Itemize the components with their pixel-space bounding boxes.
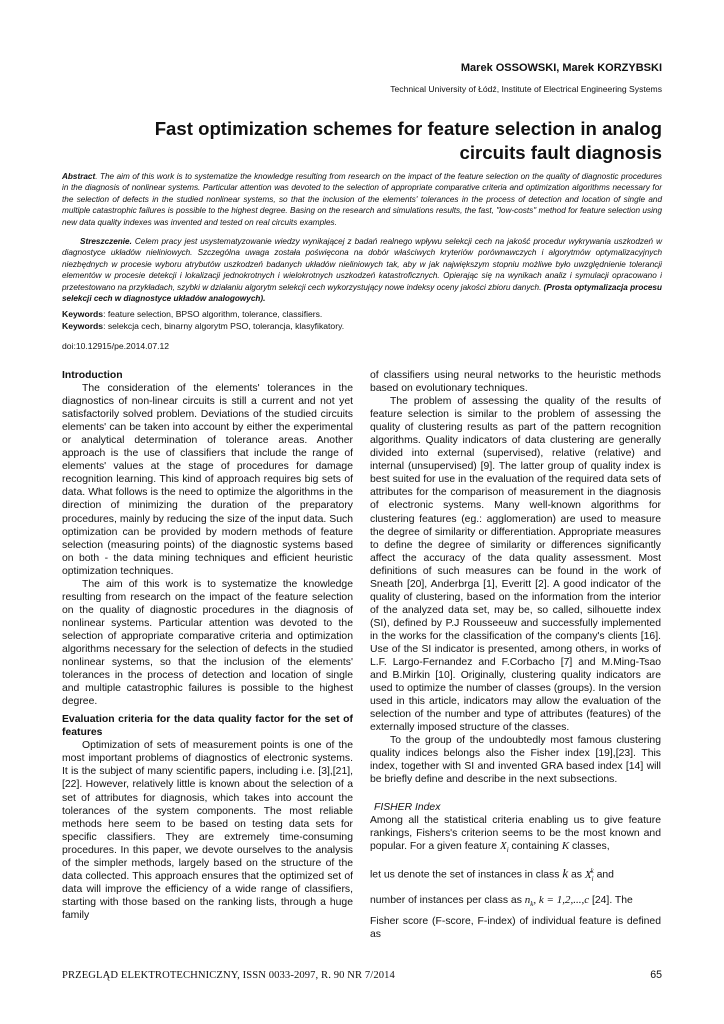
- keywords-pl-label: Keywords: [62, 321, 104, 331]
- abstract-text: . The aim of this work is to systematize the knowledge resulting from research on the impact of the feature selection on the quality of diagnostic procedures in the diagnosis of nonlinear systems. Particular attention was devoted to the selection of appropriate comparative criteria and optimization algorithms necessary for the selection of defects in the studied nonlinear systems, so that the inclusion of the elements' tolerances in the process of detection and location of single and multiple catastrophic failures is possible to the highest degree. Basing on the research and simulations results, the fast, "low-costs" method for feature selection using new data quality indexes was invented and tested on real circuits examples.: [62, 172, 662, 227]
- math-xik-sup: k: [590, 866, 594, 875]
- math-nk-sub: k: [530, 899, 534, 908]
- keywords-pl: [62, 320, 662, 332]
- fisher-index-heading: FISHER Index: [374, 801, 441, 813]
- introduction-heading: Introduction: [62, 370, 123, 381]
- right-column: [370, 369, 661, 941]
- keywords-en: [62, 308, 662, 320]
- math-xi-base: X: [499, 839, 507, 852]
- streszczenie: [62, 236, 662, 304]
- intro-paragraph-1: The consideration of the elements' tolerances in the diagnostics of non-linear circuits is still a current and not yet satisfactorily solved problem. Deviations of the studied circuits elements' can be taken into account by either the experimental or analytical determination of tolerance areas. Another approach is the use of classifiers that include the range of elements' values at the stage of procedures for damage recognition learning. This kind of approach requires big sets of data. What follows is the need to optimize the algorithms in the direction of minimizing the duration of the preparatory procedures, mainly by reducing the size of the input data. Such optimization can be provided by modern methods of feature selection (measuring points) of the diagnostic systems based on both - the data mining techniques and efficient heuristic optimization techniques.: [62, 383, 353, 577]
- doi: doi:10.12915/pe.2014.07.12: [62, 341, 170, 351]
- abstract-label: Abstract: [62, 172, 96, 181]
- title-line-1: Fast optimization schemes for feature selection in analog: [154, 118, 662, 139]
- page-number: 65: [650, 969, 662, 981]
- keywords-en-text: : feature selection, BPSO algorithm, tolerance, classifiers.: [103, 309, 323, 319]
- authors: Marek OSSOWSKI, Marek KORZYBSKI: [460, 62, 662, 74]
- fisher-text-7: number of instances per class as: [370, 894, 522, 906]
- left-column: [62, 369, 353, 922]
- title-line-2: circuits fault diagnosis: [459, 142, 662, 163]
- fisher-paragraph-3: [370, 894, 661, 911]
- keywords-pl-text: : selekcja cech, binarny algorytm PSO, tolerancja, klasyfikatory.: [103, 321, 345, 331]
- math-xik-base: X: [584, 868, 592, 881]
- fisher-text-4: let us denote the set of instances in class: [370, 869, 560, 881]
- fisher-text-6: and: [596, 869, 614, 881]
- streszczenie-text: Celem pracy jest usystematyzowanie wiedzy wynikającej z badań realnego wpływu selekcji cech na jakość procedur wykrywania uszkodzeń w diagnostyce układów nieliniowych. Szczególna uwaga została poświęcona na dobór właściwych kryteriów porównawczych i algorytmów optymalizacyjnych niezbędnych w procesie wyboru atrybutów uszkodzeń badanych układów nieliniowych tak, aby w jak największym stopniu możliwe było uwzględnienie tolerancji elementów w procesie detekcji i lokalizacji jednokrotnych i wielokrotnych uszkodzeń katastroficznych. Opierając się na wynikach analiz i symulacji opracowano i przetestowano na przykładach, szybki w działaniu algorytm selekcji cech wykorzystujący nowe indeksy oceny jakości zbioru danych.: [62, 237, 662, 292]
- abstract: [62, 171, 662, 228]
- math-nk: [525, 894, 589, 906]
- keywords-en-label: Keywords: [62, 309, 104, 319]
- fisher-text-1: Among all the statistical criteria enabling us to give feature rankings, Fishers's criterion seems to be the most known and popular. For a given feature: [370, 814, 661, 852]
- right-paragraph-1: of classifiers using neural networks to the heuristic methods based on evolutionary techniques.: [370, 370, 661, 395]
- math-k: K: [561, 839, 570, 852]
- math-xi: [500, 840, 509, 852]
- fisher-text-5: as: [571, 869, 582, 881]
- fisher-paragraph-2: [370, 865, 661, 886]
- intro-paragraph-2: The aim of this work is to systematize the knowledge resulting from research on the impact of the feature selection on the quality of diagnostic procedures in the diagnosis of nonlinear systems. Particular attention was devoted to the selection of appropriate comparative criteria and optimization algorithms necessary for the selection of defects in the studied nonlinear systems, so that the inclusion of the elements' tolerances in the process of detection and location of single and multiple catastrophic failures is possible to the highest degree.: [62, 578, 353, 708]
- math-xik: [584, 866, 594, 883]
- right-paragraph-2: The problem of assessing the quality of the results of feature selection is similar to the problem of assessing the quality of clustering results as part of the pattern recognition algorithms. Quality indicators of data clustering are generally divided into external (supervised), relative (relative) and internal (unsupervised) [9]. The latter group of quality index is best suited for use in the evaluation of the required data sets of attributes for the comparison of measurement in the diagnosis of electronic systems. Many well-known algorithms for clustering features (eg.: agglomeration) are used to measure the degree of similarity or differentiation. Appropriate measures to define the degree of similarity or differences significantly affect the accuracy of the data quality assessment. Most definitions of such measures can be found in the work of Sneath [20], Anderbrga [1], Everitt [2]. A good indicator of the quality of clustering, based on the information from the interior of the analyzed data set, may be, so called, silhouette index (SI), defined by P.J Rousseeuw and successfully implemented in the works for the classification of the company's clients [16]. Use of the SI indicator is presented, among others, in works of L.F. Largo-Fernandez and F.Corbacho [7] and M.Ming-Tsao and B.Mirkin [10]. Originally, clustering quality indicators are used to optimize the number of classes (groups). In the version used in this article, indicators may allow the evaluation of the selection of the number and type of attributes (features) of the externally imposed structure of the classes.: [370, 396, 661, 734]
- affiliation: Technical University of Łódź, Institute of Electrical Engineering Systems: [390, 84, 662, 94]
- fisher-text-8: [24]. The: [591, 894, 633, 906]
- math-nk-rest: , k = 1,2,...,c: [533, 893, 590, 906]
- math-class-k: k: [562, 865, 569, 881]
- math-xik-sub: i: [591, 874, 594, 883]
- fisher-text-2: containing: [511, 840, 559, 852]
- evaluation-heading: Evaluation criteria for the data quality factor for the set of features: [62, 714, 353, 739]
- math-nk-base: n: [524, 893, 531, 906]
- fisher-text-3: classes,: [572, 840, 610, 852]
- math-xi-sub: i: [506, 845, 509, 854]
- fisher-paragraph: [370, 814, 661, 857]
- journal-footer: PRZEGLĄD ELEKTROTECHNICZNY, ISSN 0033-2097, R. 90 NR 7/2014: [62, 970, 395, 981]
- fisher-paragraph-4: Fisher score (F-score, F-index) of individual feature is defined as: [370, 916, 661, 941]
- streszczenie-label: Streszczenie.: [80, 237, 132, 246]
- right-paragraph-3: To the group of the undoubtedly most famous clustering quality indices belongs also the Fisher index [19],[23]. This index, together with SI and invented GRA based index [14] will be briefly define and describe in the next subsections.: [370, 735, 661, 786]
- evaluation-paragraph-1: Optimization of sets of measurement points is one of the most important problems of diagnostics of electronic systems. It is the subject of many scientific papers, including i.e. [3],[21],[22]. However, relatively little is known about the selection of a set of attributes for diagnosis, which takes into account the tolerances of the system components. The most reliable methods here seem to be based on testing data sets for specific classifiers. They are extremely time-consuming procedures. In this paper, we devote ourselves to the analysis of the simpler methods, largely based on the structure of the data collected. This approach ensures that the optimized set of data will improve the efficiency of a wide range of classifiers, starting with those based on the ranking lists, through a huge family: [62, 740, 353, 921]
- streszczenie-title: (Prosta optymalizacja procesu selekcji cech w diagnostyce układów analogowych).: [62, 282, 662, 304]
- paper-title: [102, 117, 662, 165]
